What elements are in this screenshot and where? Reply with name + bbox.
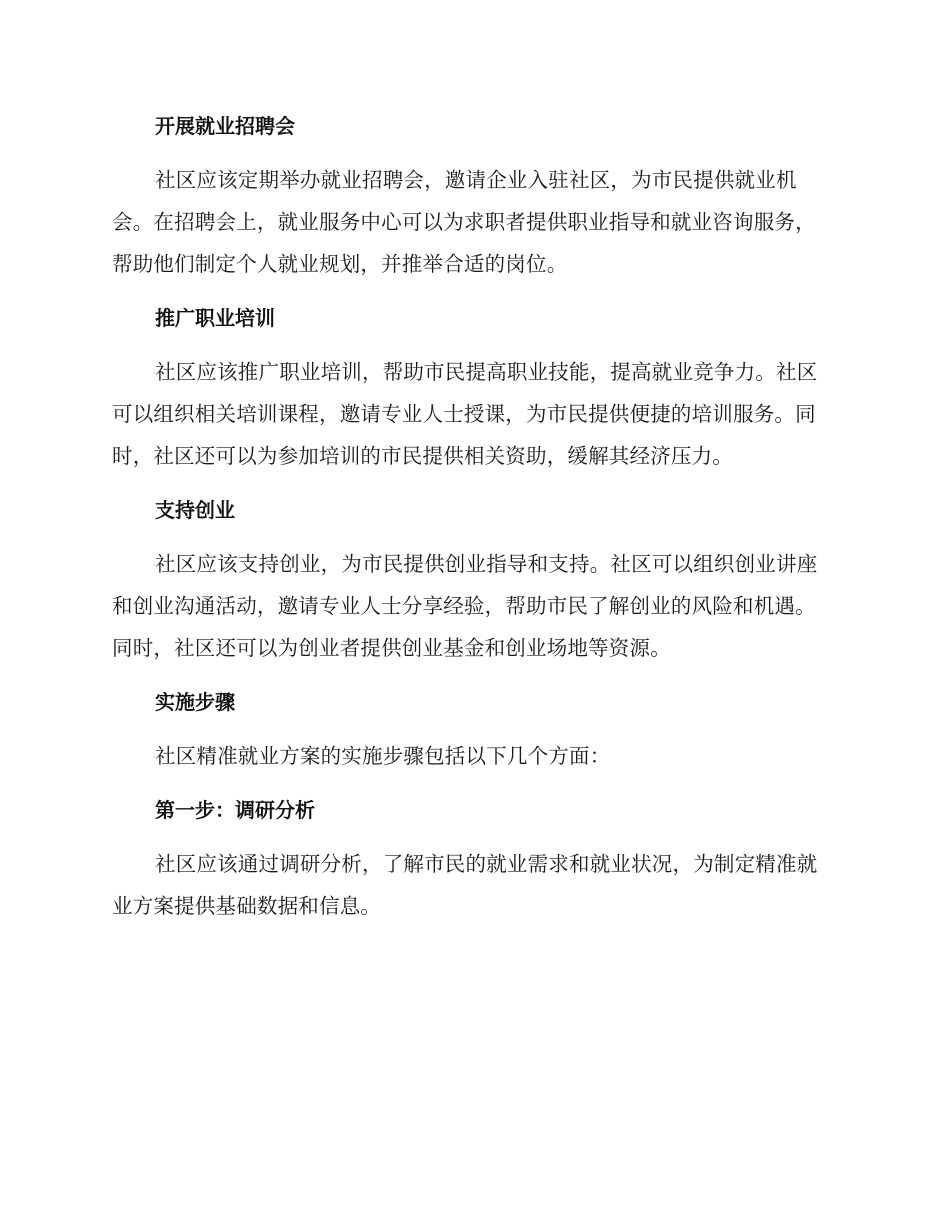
section-step-one <box>112 789 832 927</box>
section-paragraph: 社区应该通过调研分析，了解市民的就业需求和就业状况，为制定精准就业方案提供基础数据和信息。 <box>112 852 818 918</box>
section-vocational-training <box>112 297 832 477</box>
section-paragraph: 社区应该定期举办就业招聘会，邀请企业入驻社区，为市民提供就业机会。在招聘会上，就业服务中心可以为求职者提供职业指导和就业咨询服务，帮助他们制定个人就业规划，并推举合适的岗位。 <box>112 168 816 276</box>
section-heading: 实施步骤 <box>155 690 235 714</box>
section-paragraph: 社区应该支持创业，为市民提供创业指导和支持。社区可以组织创业讲座和创业沟通活动，邀请专业人士分享经验，帮助市民了解创业的风险和机遇。同时，社区还可以为创业者提供创业基金和创业场地等资源。 <box>112 552 818 660</box>
section-job-fair <box>112 105 832 285</box>
section-heading: 第一步：调研分析 <box>155 798 315 822</box>
section-heading: 开展就业招聘会 <box>155 114 295 138</box>
section-heading: 推广职业培训 <box>155 306 275 330</box>
section-paragraph: 社区精准就业方案的实施步骤包括以下几个方面： <box>155 744 611 768</box>
section-paragraph: 社区应该推广职业培训，帮助市民提高职业技能，提高就业竞争力。社区可以组织相关培训课程，邀请专业人士授课，为市民提供便捷的培训服务。同时，社区还可以为参加培训的市民提供相关资助，缓解其经济压力。 <box>112 360 818 468</box>
section-implementation-steps <box>112 681 832 777</box>
document-page <box>112 105 832 939</box>
section-heading: 支持创业 <box>155 498 235 522</box>
section-entrepreneurship <box>112 489 832 669</box>
